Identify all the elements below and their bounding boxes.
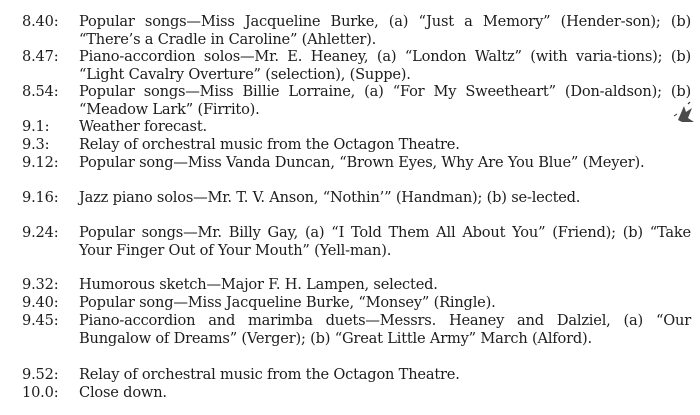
entry-text: Relay of orchestral music from the Octagon Theatre. [79,366,460,383]
entry-text: Popular songs—Miss Jacqueline Burke, (a) “Just a Memory” (Hender-son); (b) “There’s a Cradle in Caroline” (Ahletter). [79,13,691,48]
entry-time: 8.54: [22,83,59,100]
entry-time: 9.52: [22,366,59,383]
ink-blot [670,98,700,128]
entry-time: 8.40: [22,13,59,30]
entry-text: Humorous sketch—Major F. H. Lampen, selected. [79,276,438,293]
entry-text: Piano-accordion and marimba duets—Messrs. Heaney and Dalziel, (a) “Our Bungalow of Dreams” (Verger); (b) “Great Little Army” March (Alford). [79,312,691,347]
entry-text: Relay of orchestral music from the Octagon Theatre. [79,136,460,153]
entry-time: 10.0: [22,384,59,401]
entry-text: Weather forecast. [79,118,207,135]
entry-time: 8.47: [22,48,59,65]
entry-text: Popular songs—Miss Billie Lorraine, (a) “For My Sweetheart” (Don-aldson); (b) “Meadow Lark” (Firrito). [79,83,691,118]
entry-text: Popular song—Miss Vanda Duncan, “Brown Eyes, Why Are You Blue” (Meyer). [79,154,645,171]
entry-time: 9.16: [22,189,59,206]
entry-time: 9.32: [22,276,59,293]
entry-text: Close down. [79,384,167,401]
entry-time: 9.45: [22,312,59,329]
entry-time: 9.24: [22,224,59,241]
entry-time: 9.1: [22,118,50,135]
entry-time: 9.40: [22,294,59,311]
entry-time: 9.3: [22,136,50,153]
entry-text: Jazz piano solos—Mr. T. V. Anson, “Nothin’” (Handman); (b) se-lected. [79,189,581,206]
entry-text: Piano-accordion solos—Mr. E. Heaney, (a) “London Waltz” (with varia-tions); (b) “Light Cavalry Overture” (selection), (Suppe). [79,48,691,83]
entry-time: 9.12: [22,154,59,171]
entry-text: Popular songs—Mr. Billy Gay, (a) “I Told Them All About You” (Friend); (b) “Take Your Finger Out of Your Mouth” (Yell-man). [79,224,691,259]
entry-text: Popular song—Miss Jacqueline Burke, “Monsey” (Ringle). [79,294,496,311]
